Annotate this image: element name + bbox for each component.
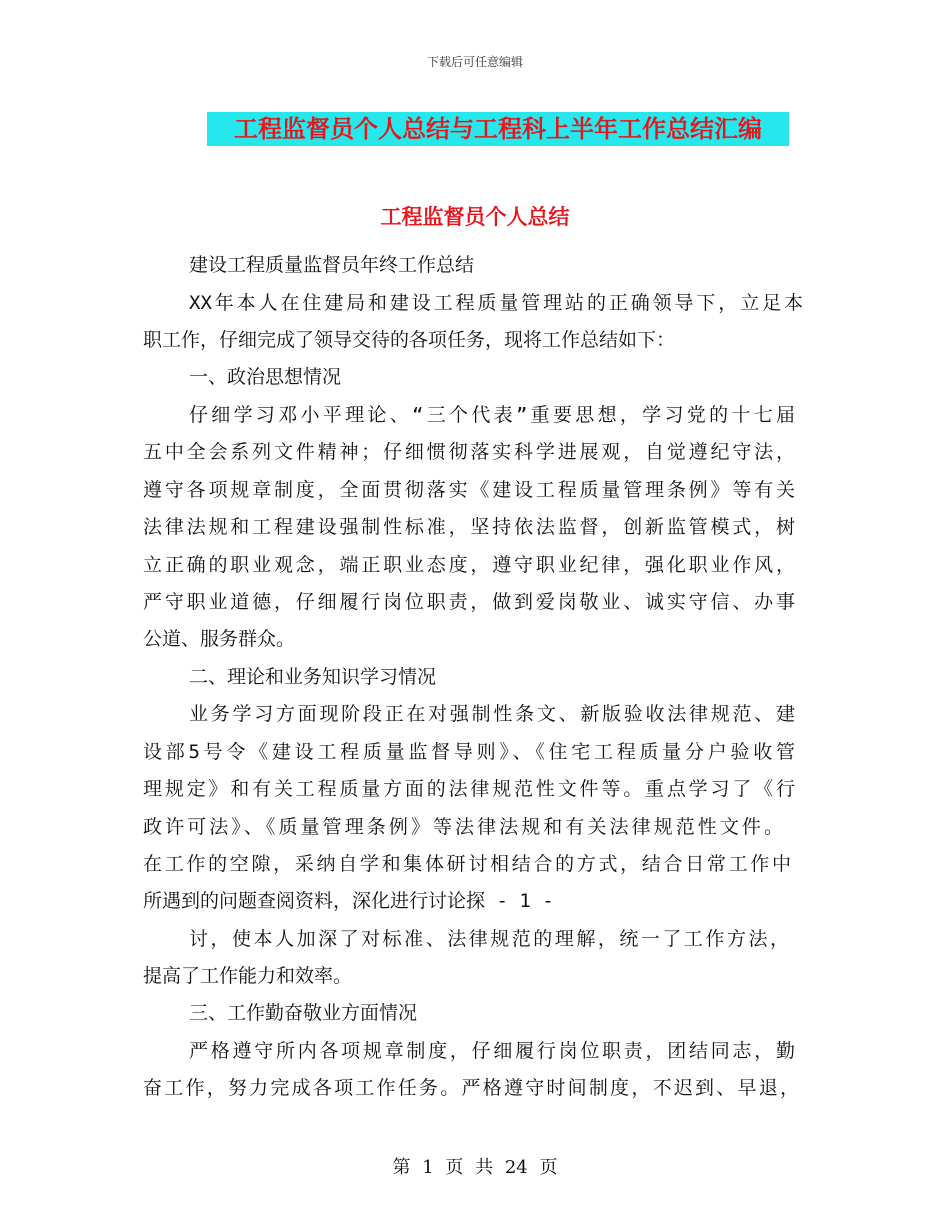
page-footer: 第 1 页 共 24 页 (392, 1157, 558, 1178)
paragraph-line: 在工作的空隙，采纳自学和集体研讨相结合的方式，结合日常工作中 (143, 853, 791, 875)
paragraph-line: 仔细学习邓小平理论、“三个代表”重要思想，学习党的十七届 (189, 404, 795, 426)
paragraph-line: 奋工作，努力完成各项工作任务。严格遵守时间制度，不迟到、早退， (143, 1077, 799, 1099)
paragraph-line: 法律法规和工程建设强制性标准，坚持依法监督，创新监管模式，树 (143, 516, 795, 538)
paragraph-line: XX年本人在住建局和建设工程质量管理站的正确领导下，立足本 (189, 292, 803, 314)
paragraph-line: 讨，使本人加深了对标准、法律规范的理解，统一了工作方法， (189, 928, 789, 950)
paragraph-line: 遵守各项规章制度，全面贯彻落实《建设工程质量管理条例》等有关 (143, 479, 795, 501)
paragraph-line: 五中全会系列文件精神；仔细惯彻落实科学进展观，自觉遵纪守法， (143, 441, 795, 463)
paragraph-line: 建设工程质量监督员年终工作总结 (189, 254, 475, 276)
paragraph-line: 二、理论和业务知识学习情况 (189, 666, 437, 688)
header-note: 下载后可任意编辑 (426, 55, 523, 69)
paragraph-line: 一、政治思想情况 (189, 366, 342, 388)
paragraph-line: 严格遵守所内各项规章制度，仔细履行岗位职责，团结同志，勤 (189, 1040, 795, 1062)
paragraph-line: 提高了工作能力和效率。 (143, 965, 353, 987)
paragraph-line: 业务学习方面现阶段正在对强制性条文、新版验收法律规范、建 (189, 703, 795, 725)
paragraph-line: 设部5号令《建设工程质量监督导则》、《住宅工程质量分户验收管 (143, 741, 795, 763)
document-title: 工程监督员个人总结与工程科上半年工作总结汇编 (207, 112, 789, 146)
paragraph-line: 政许可法》、《质量管理条例》等法律法规和有关法律规范性文件。 (143, 816, 783, 838)
paragraph-line: 三、工作勤奋敬业方面情况 (189, 1002, 418, 1024)
paragraph-line: 立正确的职业观念，端正职业态度，遵守职业纪律，强化职业作风， (143, 554, 795, 576)
paragraph-line: 所遇到的问题查阅资料，深化进行讨论探 - 1 - (143, 890, 554, 912)
paragraph-line: 公道、服务群众。 (143, 628, 296, 650)
paragraph-line: 职工作，仔细完成了领导交待的各项任务，现将工作总结如下： (143, 329, 676, 351)
section-title: 工程监督员个人总结 (380, 205, 570, 229)
paragraph-line: 理规定》和有关工程质量方面的法律规范性文件等。重点学习了《行 (143, 778, 795, 800)
paragraph-line: 严守职业道德，仔细履行岗位职责，做到爱岗敬业、诚实守信、办事 (143, 591, 795, 613)
